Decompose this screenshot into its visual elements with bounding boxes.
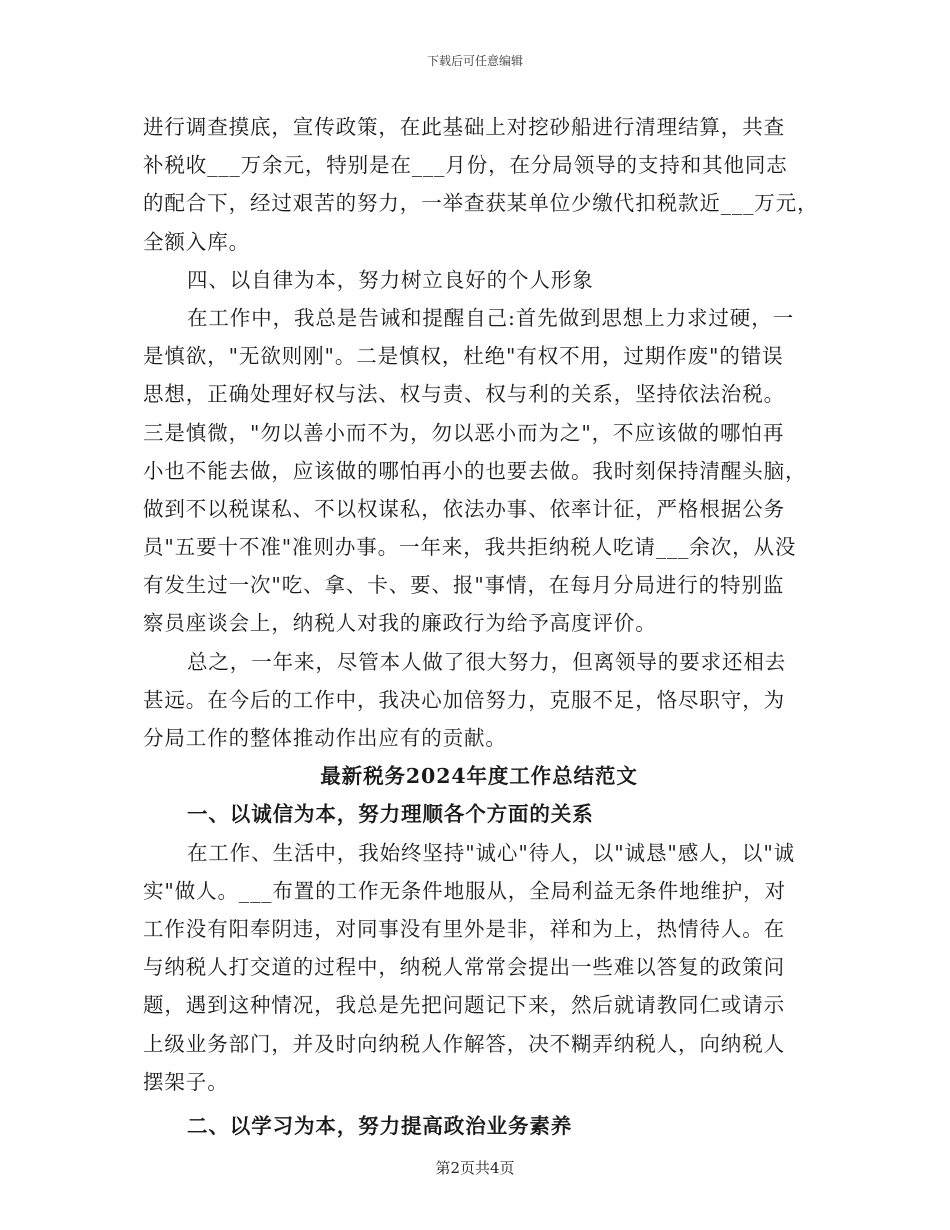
text-line: 小也不能去做，应该做的哪怕再小的也要去做。我时刻保持清醒头脑， (143, 458, 807, 483)
page-footer: 第2页共4页 (435, 1159, 515, 1177)
text-line: 员"五要十不准"准则办事。一年来，我共拒纳税人吃请___余次，从没 (143, 535, 797, 560)
paragraph-start-line: 总之，一年来，尽管本人做了很大努力，但离领导的要求还相去 (187, 649, 787, 674)
text-line: 进行调查摸底，宣传政策，在此基础上对挖砂船进行清理结算，共查 (143, 115, 785, 139)
text-line: 全额入库。 (143, 229, 250, 254)
document-body (143, 108, 819, 1145)
text-line: 甚远。在今后的工作中，我决心加倍努力，克服不足，恪尽职守，为 (143, 687, 785, 712)
text-line: 分局工作的整体推动作出应有的贡献。 (143, 726, 507, 750)
page-header: 下载后可任意编辑 (426, 54, 523, 68)
text-line: 是慎欲，"无欲则刚"。二是慎权，杜绝"有权不用，过期作废"的错误 (143, 344, 784, 369)
text-line: 题，遇到这种情况，我总是先把问题记下来，然后就请教同仁或请示 (143, 993, 785, 1018)
paragraph-start-line: 在工作、生活中，我始终坚持"诚心"待人，以"诚恳"感人，以"诚 (187, 840, 796, 865)
paragraph-start-line: 四、以自律为本，努力树立良好的个人形象 (187, 267, 594, 292)
text-line: 的配合下，经过艰苦的努力，一举查获某单位少缴代扣税款近___万元， (143, 191, 819, 216)
text-line: 三是慎微，"勿以善小而不为，勿以恶小而为之"，不应该做的哪怕再 (143, 420, 785, 445)
text-line: 补税收___万余元，特别是在___月份，在分局领导的支持和其他同志 (143, 153, 788, 178)
text-line: 做到不以税谋私、不以权谋私，依法办事、依率计征，严格根据公务 (143, 496, 785, 521)
text-line: 与纳税人打交道的过程中，纳税人常常会提出一些难以答复的政策问 (143, 955, 785, 980)
paragraph-start-line: 在工作中，我总是告诫和提醒自己:首先做到思想上力求过硬，一 (187, 305, 795, 330)
text-line: 上级业务部门，并及时向纳税人作解答，决不糊弄纳税人，向纳税人 (143, 1031, 785, 1056)
section-title: 最新税务2024年度工作总结范文 (320, 764, 638, 789)
text-line: 察员座谈会上，纳税人对我的廉政行为给予高度评价。 (143, 611, 657, 636)
text-line: 思想，正确处理好权与法、权与责、权与利的关系，坚持依法治税。 (143, 382, 785, 407)
section-heading: 二、以学习为本，努力提高政治业务素养 (187, 1113, 573, 1138)
text-line: 摆架子。 (143, 1069, 229, 1094)
text-line: 工作没有阳奉阴违，对同事没有里外是非，祥和为上，热情待人。在 (143, 916, 785, 941)
text-line: 有发生过一次"吃、拿、卡、要、报"事情，在每月分局进行的特别监 (143, 573, 785, 598)
section-heading: 一、以诚信为本，努力理顺各个方面的关系 (187, 802, 594, 827)
text-line: 实"做人。___布置的工作无条件地服从，全局利益无条件地维护，对 (143, 878, 786, 903)
